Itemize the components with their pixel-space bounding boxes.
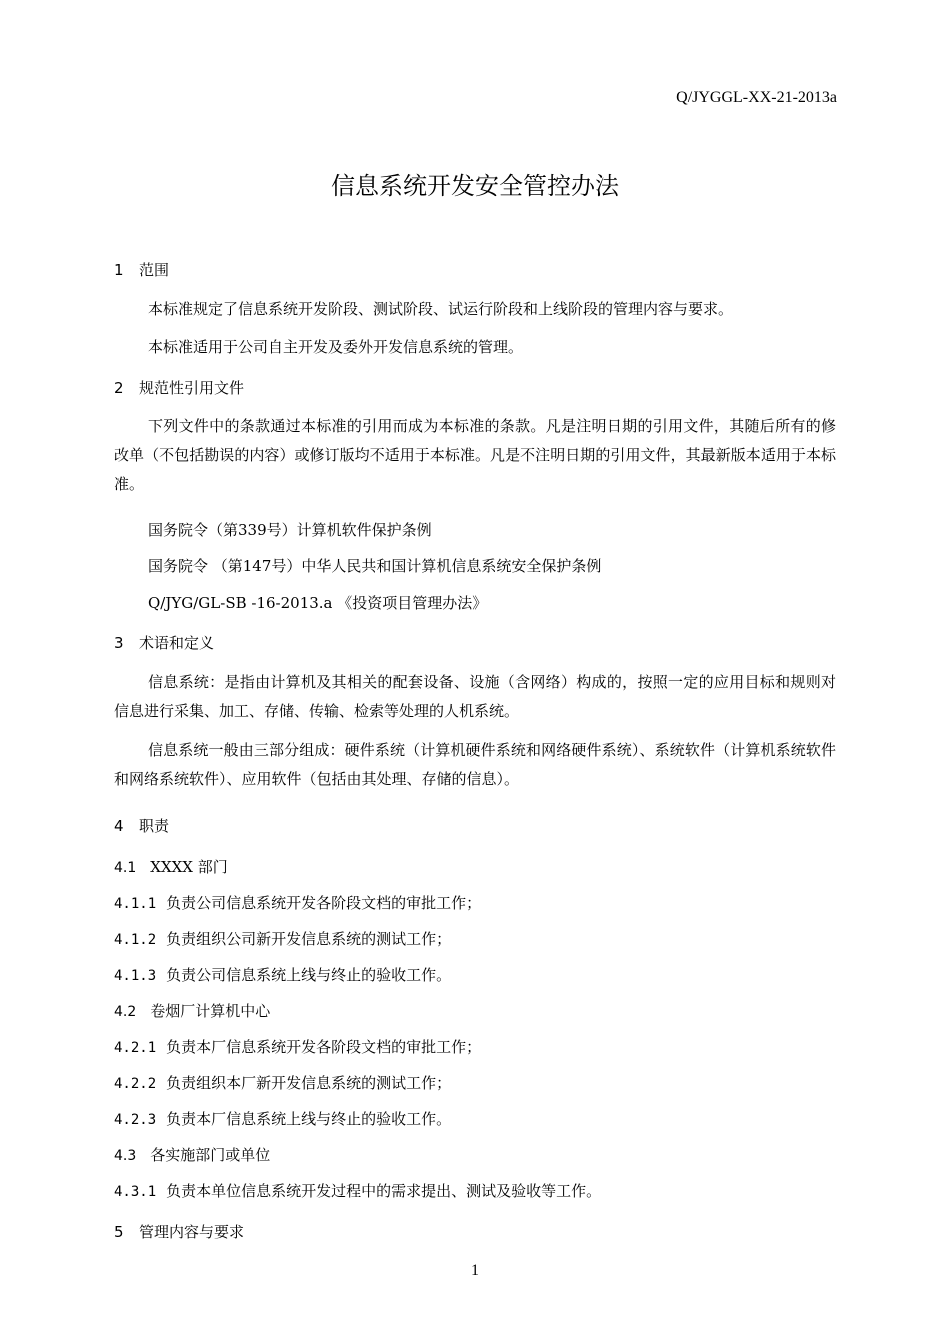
item-number: 4.1.1 (114, 896, 157, 912)
section-number: 5 (114, 1223, 124, 1241)
subsection-heading (114, 856, 228, 877)
list-item (114, 892, 481, 913)
section-heading-management (114, 1221, 244, 1242)
section-heading-terms (114, 632, 214, 653)
section-heading-scope (114, 259, 169, 280)
page-title: 信息系统开发安全管控办法 (331, 172, 619, 200)
list-item (114, 928, 451, 949)
section-number: 4 (114, 817, 124, 835)
subsection-title: 各实施部门或单位 (150, 1146, 271, 1164)
list-item (114, 1108, 451, 1129)
item-number: 4.3.1 (114, 1184, 157, 1200)
reference-item: 国务院令（第339号）计算机软件保护条例 (148, 521, 432, 539)
section-title: 管理内容与要求 (139, 1223, 245, 1241)
list-item (114, 1180, 601, 1201)
section-heading-references (114, 377, 244, 398)
list-item (114, 1072, 451, 1093)
section-number: 2 (114, 379, 124, 397)
item-text: 负责组织本厂新开发信息系统的测试工作； (166, 1074, 452, 1092)
paragraph: 本标准规定了信息系统开发阶段、测试阶段、试运行阶段和上线阶段的管理内容与要求。 (148, 300, 734, 318)
item-text: 负责公司信息系统开发各阶段文档的审批工作； (166, 894, 482, 912)
section-title: 规范性引用文件 (139, 379, 245, 397)
section-title: 范围 (139, 261, 170, 279)
reference-item: 国务院令 （第147号）中华人民共和国计算机信息系统安全保护条例 (148, 557, 602, 575)
item-text: 负责公司信息系统上线与终止的验收工作。 (166, 966, 452, 984)
subsection-title: XXXX 部门 (150, 858, 228, 876)
reference-item: Q/JYG/GL-SB -16-2013.a 《投资项目管理办法》 (148, 594, 488, 612)
section-title: 职责 (139, 817, 170, 835)
paragraph: 信息系统：是指由计算机及其相关的配套设备、设施（含网络）构成的，按照一定的应用目标和规则对信息进行采集、加工、存储、传输、检索等处理的人机系统。 (114, 673, 836, 720)
item-text: 负责组织公司新开发信息系统的测试工作； (166, 930, 452, 948)
item-text: 负责本厂信息系统上线与终止的验收工作。 (166, 1110, 452, 1128)
subsection-heading (114, 1144, 270, 1165)
item-number: 4.2.1 (114, 1040, 157, 1056)
section-number: 3 (114, 634, 124, 652)
section-title: 术语和定义 (139, 634, 215, 652)
paragraph: 本标准适用于公司自主开发及委外开发信息系统的管理。 (148, 338, 524, 356)
subsection-number: 4.1 (114, 860, 137, 876)
list-item (114, 1036, 481, 1057)
item-number: 4.1.2 (114, 932, 157, 948)
subsection-heading (114, 1000, 270, 1021)
subsection-number: 4.3 (114, 1148, 137, 1164)
document-id: Q/JYGGL-XX-21-2013a (676, 89, 837, 106)
paragraph: 信息系统一般由三部分组成：硬件系统（计算机硬件系统和网络硬件系统）、系统软件（计算机系统软件和网络系统软件）、应用软件（包括由其处理、存储的信息）。 (114, 741, 836, 788)
section-number: 1 (114, 261, 124, 279)
subsection-title: 卷烟厂计算机中心 (150, 1002, 271, 1020)
item-number: 4.1.3 (114, 968, 157, 984)
item-text: 负责本厂信息系统开发各阶段文档的审批工作； (166, 1038, 482, 1056)
item-number: 4.2.3 (114, 1112, 157, 1128)
section-heading-responsibilities (114, 815, 169, 836)
list-item (114, 964, 451, 985)
item-number: 4.2.2 (114, 1076, 157, 1092)
page-number: 1 (471, 1262, 479, 1279)
item-text: 负责本单位信息系统开发过程中的需求提出、测试及验收等工作。 (166, 1182, 602, 1200)
subsection-number: 4.2 (114, 1004, 137, 1020)
paragraph: 下列文件中的条款通过本标准的引用而成为本标准的条款。凡是注明日期的引用文件，其随后所有的修改单（不包括勘误的内容）或修订版均不适用于本标准。凡是不注明日期的引用文件，其最新版本适用于本标准。 (114, 417, 836, 493)
